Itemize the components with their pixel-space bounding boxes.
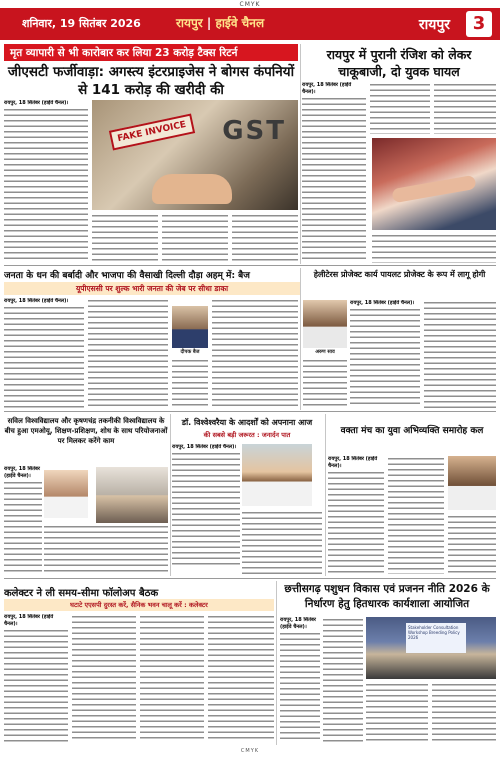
page-number: 3: [466, 11, 492, 37]
column-rule: [300, 44, 301, 264]
story9-dateline: रायपुर, 18 सितंबर (हाईवे चैनल)।: [280, 617, 316, 630]
story1-col3: [162, 213, 228, 261]
story4-col3: [303, 358, 347, 408]
column-rule: [325, 414, 326, 576]
story2-dateline: रायपुर, 18 सितंबर (हाईवे चैनल)।: [302, 82, 352, 95]
story6-col2: [242, 510, 322, 574]
story1-col2: [92, 213, 158, 261]
story3-dateline: रायपुर, 18 सितंबर (हाईवे चैनल)।: [4, 298, 69, 304]
story9-headline: छत्तीसगढ़ पशुधन विकास एवं प्रजनन नीति 2026 के निर्धारण हेतु हितधारक कार्यशाला आयोजित: [284, 583, 490, 610]
story2-body: [302, 82, 366, 262]
story1-photo: [92, 100, 298, 210]
story9-photo: [366, 617, 496, 679]
section-rule: [4, 411, 496, 412]
story5-dateline: रायपुर, 18 सितंबर (हाईवे चैनल)।: [4, 466, 40, 479]
story6-dateline: रायपुर, 18 सितंबर (हाईवे चैनल)।: [172, 444, 237, 450]
brand-title: रायपुर | हाईवे चैनल: [176, 16, 265, 30]
story5-portrait: [44, 470, 88, 518]
projector-screen: Stakeholder Consultation Workshop Breeding Policy 2026: [406, 623, 466, 653]
print-mark-top: CMYK: [239, 1, 261, 8]
story5-headline: सविल विश्वविद्यालय और कृषणचंद्र तकनीकी विश्वविद्यालय के बीच हुआ एमओयू, शिक्षण-प्रशिक्षण, शोध के साथ परियोजनाओं पर मिलकर करेंगे काम: [4, 417, 168, 445]
story5-photo: [96, 467, 168, 523]
story8-headline: कलेक्टर ने ली समय-सीमा फॉलोअप बैठक: [4, 588, 159, 599]
section-city: रायपुर: [418, 17, 450, 33]
column-rule: [170, 414, 171, 576]
fake-invoice-stamp: FAKE INVOICE: [109, 114, 195, 151]
story6-headline: डॉ. विश्वेश्वरैया के आदर्शों को अपनाना आज: [181, 418, 313, 427]
story1-headline: जीएसटी फर्जीवाड़ा: अगस्त्य इंटरप्राइजेस ने बोगस कंपनियों से 141 करोड़ की खरीदी की: [7, 64, 295, 98]
story4-headline: हेलीटेरस प्रोजेक्ट कार्य पायलट प्रोजेक्ट के रूप में लागू होगी: [313, 270, 486, 279]
story8-body: [4, 614, 68, 742]
story3-col2: [88, 298, 168, 408]
story4-dateline: रायपुर, 18 सितंबर (हाईवे चैनल)।: [350, 300, 415, 306]
story7-portrait: [448, 456, 496, 510]
story6-subhead: की सबसे बड़ी जरूरत : जनार्दन पात: [203, 431, 291, 439]
column-rule: [300, 268, 301, 410]
story4-col2: [424, 300, 496, 408]
story7-col2: [388, 456, 444, 574]
print-mark-bottom: CMYK: [240, 748, 260, 754]
story2-photo: [372, 138, 496, 230]
brand-city: रायपुर: [176, 16, 203, 30]
story4-caption: अरुण साव: [315, 349, 335, 355]
story5-col2: [44, 524, 168, 574]
gst-sign: GST: [222, 116, 286, 146]
story2-col2: [370, 82, 430, 134]
masthead: [0, 8, 500, 40]
story3-portrait: [172, 306, 208, 348]
story3-subhead: यूपीएससी पर शुल्क भारी जनता की जेब पर सीधा डाका: [4, 282, 300, 295]
story3-headline: जनता के धन की बर्बादी और भाजपा की वैसाखी दिल्ली दौड़ा अहम् में: बैज: [4, 271, 250, 281]
story8-dateline: रायपुर, 18 सितंबर (हाईवे चैनल)।: [4, 614, 54, 627]
brand-name: हाईवे चैनल: [215, 16, 265, 30]
story8-col3: [140, 614, 204, 742]
story2-col3: [434, 82, 496, 134]
story7-col3: [448, 514, 496, 574]
section-rule: [4, 578, 496, 579]
story9-col2: [323, 617, 363, 742]
story3-caption: दीपक बैज: [180, 349, 200, 355]
story4-body: [350, 300, 420, 408]
story3-col3: [172, 358, 208, 408]
story1-kicker: मृत व्यापारी से भी कारोबार कर लिया 23 करोड़ टैक्स रिटर्न: [4, 44, 298, 61]
story8-col2: [72, 614, 136, 742]
story6-portrait: [242, 444, 312, 506]
story7-body: [328, 456, 384, 574]
story7-headline: वक्ता मंच का युवा अभिव्यक्ति समारोह कल: [340, 426, 484, 436]
story1-body: [4, 100, 88, 260]
story6-body: [172, 444, 240, 574]
story3-col4: [212, 298, 298, 408]
story9-body: [280, 617, 320, 742]
story8-subhead: घटाटे एएसपी दुरस्त करें, सैनिक भवन चालू करें : कलेक्टर: [4, 599, 274, 611]
story7-dateline: रायपुर, 18 सितंबर (हाईवे चैनल)।: [328, 456, 378, 469]
story9-col4: [432, 682, 496, 742]
story5-body: [4, 466, 42, 574]
story3-body: [4, 298, 84, 408]
story9-col3: [366, 682, 428, 742]
story8-col4: [208, 614, 274, 742]
story2-headline: रायपुर में पुरानी रंजिश को लेकर चाकूबाजी, दो युवक घायल: [326, 47, 472, 79]
section-rule: [4, 265, 496, 266]
column-rule: [276, 581, 277, 745]
issue-date: शनिवार, 19 सितंबर 2026: [22, 17, 141, 30]
story1-col4: [232, 213, 298, 261]
story1-dateline: रायपुर, 18 सितंबर (हाईवे चैनल)।: [4, 100, 69, 106]
story2-col4: [372, 233, 496, 263]
story4-portrait: [303, 300, 347, 348]
